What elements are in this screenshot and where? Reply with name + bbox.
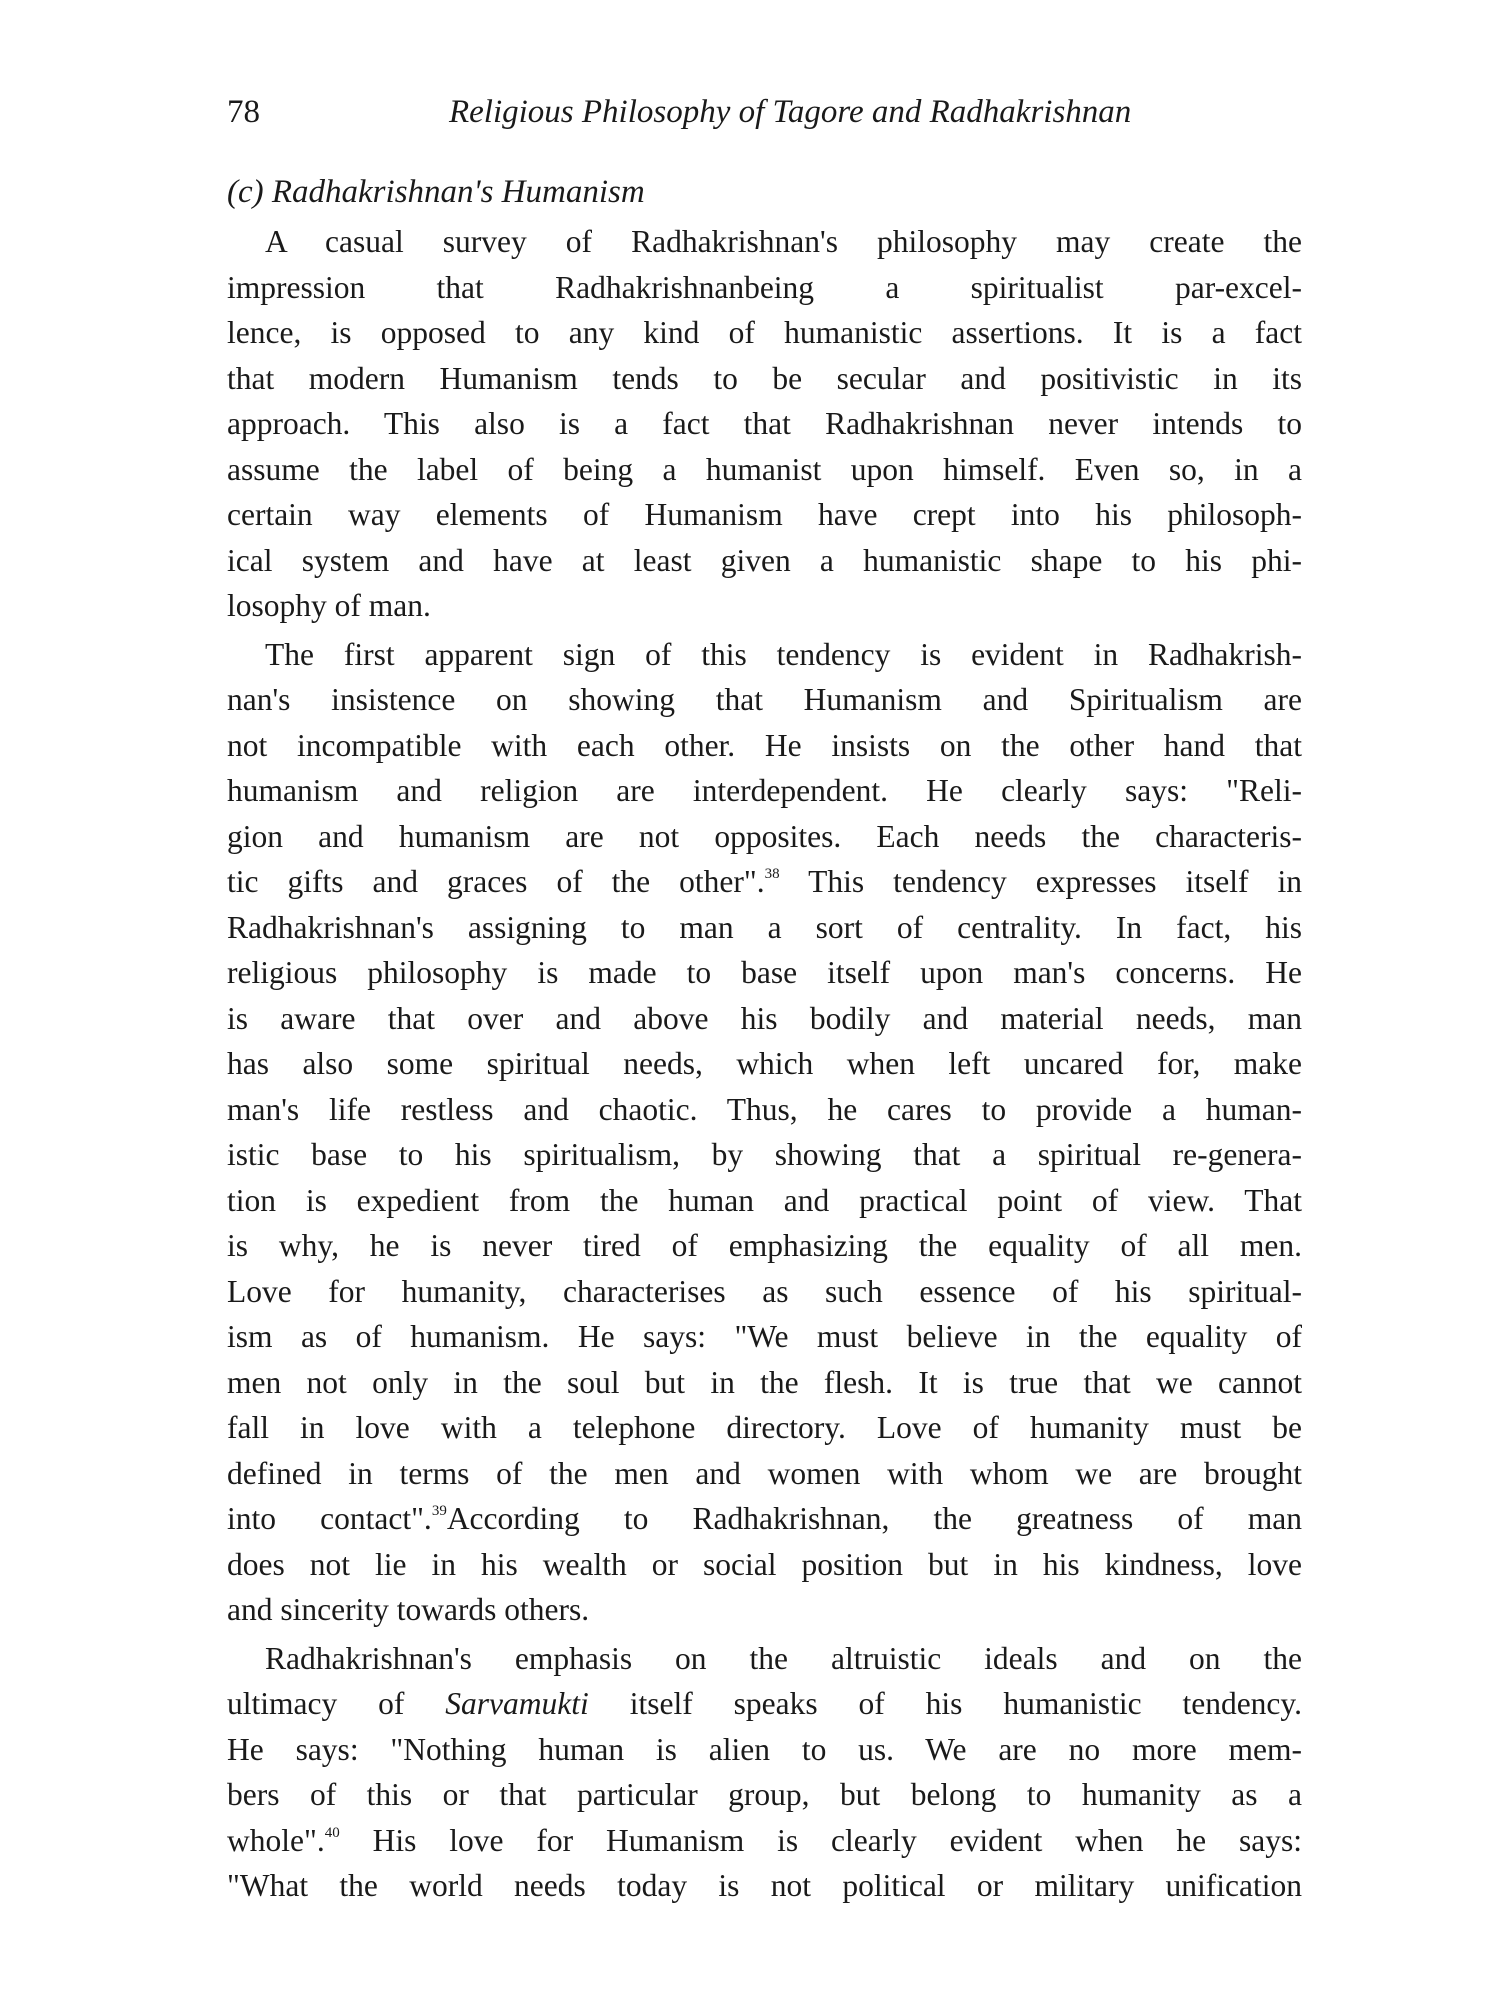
text-line: man's life restless and chaotic. Thus, he cares to provide a human-: [227, 1091, 1302, 1127]
text-line: ical system and have at least given a humanistic shape to his phi-: [227, 542, 1302, 578]
text-line: fall in love with a telephone directory. Love of humanity must be: [227, 1410, 1302, 1445]
text-line: gion and humanism are not opposites. Each needs the characteris-: [227, 818, 1302, 854]
paragraph-1: [227, 219, 1302, 629]
text-segment: According to Radhakrishnan, the greatness of man: [446, 1501, 1302, 1536]
text-line: defined in terms of the men and women with whom we are brought: [227, 1455, 1302, 1491]
text-line: has also some spiritual needs, which when left uncared for, make: [227, 1046, 1302, 1081]
footnote-marker: 40: [324, 1824, 340, 1841]
text-line: lence, is opposed to any kind of humanistic assertions. It is a fact: [227, 315, 1302, 350]
text-line: certain way elements of Humanism have crept into his philosoph-: [227, 497, 1302, 532]
text-line: Radhakrishnan's assigning to man a sort of centrality. In fact, his: [227, 909, 1302, 945]
text-line: nan's insistence on showing that Humanism and Spiritualism are: [227, 682, 1302, 717]
text-line: losophy of man.: [227, 588, 431, 623]
text-line: that modern Humanism tends to be secular and positivistic in its: [227, 360, 1302, 396]
text-line: approach. This also is a fact that Radhakrishnan never intends to: [227, 406, 1302, 441]
text-segment: itself speaks of his humanistic tendency.: [588, 1686, 1302, 1721]
text-line-with-footnote: [227, 1496, 1302, 1542]
text-line: "What the world needs today is not political or military unification: [227, 1868, 1302, 1903]
text-line: is why, he is never tired of emphasizing the equality of all men.: [227, 1228, 1302, 1263]
text-line-with-footnote: [227, 1818, 1302, 1864]
paragraph-2: [227, 632, 1302, 1633]
text-line-with-emphasis: [227, 1681, 1302, 1727]
text-segment: into contact".: [227, 1501, 432, 1536]
text-line: religious philosophy is made to base itself upon man's concerns. He: [227, 955, 1302, 990]
running-title: Religious Philosophy of Tagore and Radhakrishnan: [449, 94, 1132, 130]
text-line: The first apparent sign of this tendency is evident in Radhakrish-: [265, 636, 1302, 672]
text-line: ism as of humanism. He says: "We must believe in the equality of: [227, 1319, 1302, 1354]
text-line: and sincerity towards others.: [227, 1592, 590, 1627]
text-line-with-footnote: [227, 859, 1302, 905]
emphasized-term: Sarvamukti: [445, 1686, 589, 1721]
body-text: [227, 219, 1302, 1912]
text-line: bers of this or that particular group, but belong to humanity as a: [227, 1777, 1302, 1812]
paragraph-3: [227, 1636, 1302, 1909]
text-segment: tic gifts and graces of the other".: [227, 864, 765, 899]
text-line: He says: "Nothing human is alien to us. We are no more mem-: [227, 1731, 1302, 1767]
footnote-marker: 38: [764, 866, 780, 882]
text-line: does not lie in his wealth or social position but in his kindness, love: [227, 1546, 1302, 1582]
page-number: 78: [227, 94, 260, 130]
text-line: not incompatible with each other. He insists on the other hand that: [227, 727, 1302, 763]
text-segment: whole".: [227, 1822, 325, 1858]
text-segment: This tendency expresses itself in: [779, 864, 1302, 899]
text-line: impression that Radhakrishnanbeing a spiritualist par-excel-: [227, 269, 1302, 305]
text-line: Love for humanity, characterises as such essence of his spiritual-: [227, 1273, 1302, 1309]
text-line: men not only in the soul but in the flesh. It is true that we cannot: [227, 1364, 1302, 1400]
text-line: is aware that over and above his bodily and material needs, man: [227, 1000, 1302, 1036]
text-line: assume the label of being a humanist upon himself. Even so, in a: [227, 451, 1302, 487]
text-segment: His love for Humanism is clearly evident when he says:: [339, 1822, 1302, 1858]
footnote-marker: 39: [431, 1503, 447, 1519]
text-line: istic base to his spiritualism, by showing that a spiritual re-genera-: [227, 1137, 1302, 1172]
running-head: [227, 92, 1302, 132]
section-heading: (c) Radhakrishnan's Humanism: [227, 174, 645, 210]
text-line: tion is expedient from the human and practical point of view. That: [227, 1182, 1302, 1218]
text-line: A casual survey of Radhakrishnan's philosophy may create the: [265, 224, 1302, 259]
text-line: humanism and religion are interdependent. He clearly says: "Reli-: [227, 773, 1302, 808]
text-segment: ultimacy of: [227, 1686, 446, 1721]
text-line: Radhakrishnan's emphasis on the altruistic ideals and on the: [265, 1640, 1302, 1676]
